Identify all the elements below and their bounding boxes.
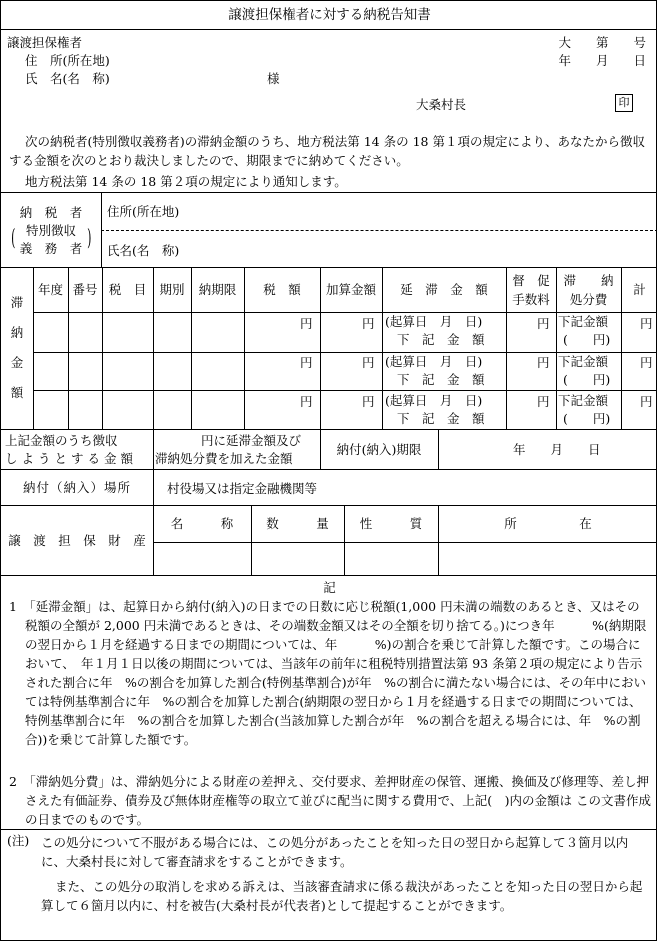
caution-1: この処分について不服がある場合には、この処分があったことを知った日の翌日から起算して３箇月以内に、大桑村長に対して審査請求をすることができます。: [41, 835, 629, 869]
rule: [1, 192, 657, 193]
disposition-below: 下記金額: [558, 393, 609, 408]
rule: [153, 542, 657, 543]
title-rule: [1, 29, 657, 30]
bracket-open: (: [11, 226, 16, 251]
rule: [101, 230, 657, 231]
rule: [33, 312, 657, 313]
late-start-date: (起算日 月 日): [385, 354, 483, 369]
disposition-amount: ( 円): [563, 411, 611, 426]
bracket-close: ): [87, 226, 92, 251]
late-start-date: (起算日 月 日): [385, 314, 483, 329]
property-location-header: 所 在: [504, 516, 592, 531]
intro-paragraph: 次の納税者(特別徴収義務者)の滞納金額のうち、地方税法第 14 条の 18 第１項の規定により、あなたから徴収する金額を次のとおり裁決しましたので、期限までに納めてください。: [9, 134, 645, 168]
header-late-amount: 延 滞 金 額: [400, 282, 488, 297]
honorific: 様: [267, 71, 280, 86]
yen-additional: 円: [362, 316, 375, 331]
rule: [1, 575, 657, 576]
issue-date: 年 月 日: [558, 53, 646, 68]
header-fee-1: 督 促: [512, 272, 550, 288]
payment-place-value: 村役場又は指定金融機関等: [167, 481, 318, 496]
yen-additional: 円: [362, 394, 375, 409]
header-fee-2: 手数料: [512, 291, 550, 307]
addressee-label: 譲渡担保権者: [7, 35, 83, 50]
header-disposition-1: 滞 納: [563, 272, 614, 288]
collect-amount-label-2: しようとする金額: [5, 451, 138, 466]
disposition-below: 下記金額: [558, 314, 609, 329]
property-label: 譲 渡 担 保 財 産: [8, 532, 146, 548]
collect-amount-mid-1: 円に延滞金額及び: [201, 433, 302, 448]
late-start-date: (起算日 月 日): [385, 393, 483, 408]
yen-fee: 円: [537, 316, 550, 331]
property-quantity-header: 数 量: [266, 516, 329, 531]
taxpayer-label-1: 納 税 者: [19, 204, 83, 220]
rule: [33, 352, 657, 353]
taxpayer-name-label: 氏名(名 称): [107, 243, 180, 258]
header-disposition-2: 処分費: [569, 291, 608, 307]
rule: [1, 829, 657, 830]
taxpayer-label-2: 特別徴収: [25, 222, 76, 238]
collect-amount-label-1: 上記金額のうち徴収: [5, 433, 118, 448]
yen-fee: 円: [537, 355, 550, 370]
disposition-below: 下記金額: [558, 354, 609, 369]
late-below: 下 記 金 額: [397, 372, 485, 387]
yen-total: 円: [640, 394, 653, 409]
addressee-name-label: 氏 名(名 称): [25, 71, 110, 86]
header-total: 計: [633, 282, 646, 297]
form-title: 譲渡担保権者に対する納税告知書: [228, 6, 431, 23]
arrears-side-label-1: 滞: [10, 294, 24, 310]
header-additional-amount: 加算金額: [325, 282, 376, 297]
note-2: 2 「滞納処分費」は、滞納処分による財産の差押え、交付要求、差押財産の保管、運搬、換価及び修理等、差し押さえた有価証券、債券及び無体財産権等の取立て並びに配当に関する費用で、上記( )内の金額は この文書作成の日までのものです。: [9, 774, 651, 827]
yen-fee: 円: [537, 394, 550, 409]
header-due-date: 納期限: [198, 282, 237, 297]
late-below: 下 記 金 額: [397, 332, 485, 347]
issuer-name: 大桑村長: [416, 97, 467, 112]
taxpayer-label-3: 義 務 者: [19, 240, 83, 256]
addressee-address-label: 住 所(所在地): [25, 53, 110, 68]
header-year: 年度: [37, 282, 63, 297]
header-number: 番号: [72, 282, 98, 297]
property-name-header: 名 称: [170, 516, 234, 531]
payment-place-label: 納付（納入）場所: [22, 479, 131, 495]
arrears-side-label-4: 額: [10, 384, 24, 400]
header-tax-amount: 税 額: [263, 282, 301, 297]
property-nature-header: 性 質: [359, 516, 423, 531]
notes-heading: 記: [323, 579, 336, 595]
yen-tax: 円: [300, 394, 313, 409]
note-1: 1 「延滞金額」は、起算日から納付(納入)の日までの日数に応じ税額(1,000 円未満の端数のあるとき、又はその税額の全額が 2,000 円未満であるときは、その端数金額又はその全額を切り捨てる。)につき年 %(納期限の翌日から１月を経過する日までの期間については、年 %)の割合を乗じて計算した額です。この場合において、 年１月１日以後の期間については、当該年の前年に租税特別措置法第 93 条第２項の規定により告示された割合に年 %の割合を加算した割合(特例基準割合)が年 %の割合に満たない場合には、その年中においては特例基準割合に年 %の割合を加算した割合(納期限の翌日から１月を経過する日までの期間については、特例基準割合に年 %の割合を加算した割合(当該加算した割合が年 %の割合を超える場合には、年 %の割合))を乗じて計算した額です。: [9, 599, 647, 747]
taxpayer-address-label: 住所(所在地): [107, 204, 180, 219]
yen-total: 円: [640, 355, 653, 370]
intro-notification: 地方税法第 14 条の 18 第２項の規定により通知します。: [25, 174, 347, 189]
header-period: 期別: [159, 282, 185, 297]
rule: [153, 429, 154, 469]
yen-additional: 円: [362, 355, 375, 370]
deadline-label: 納付(納入)期限: [336, 441, 422, 457]
caution-2: また、この処分の取消しを求める訴えは、当該審査請求に係る裁決があったことを知った日の翌日から起算して６箇月以内に、村を被告(大桑村長が代表者)として提起することができます。: [41, 879, 643, 913]
header-tax-item: 税 目: [108, 282, 147, 297]
caution-label: (注): [7, 833, 30, 848]
arrears-side-label-2: 納: [10, 324, 24, 340]
yen-total: 円: [640, 316, 653, 331]
rule: [153, 469, 154, 505]
collect-amount-mid-2: 滞納処分費を加えた金額: [155, 451, 293, 466]
yen-tax: 円: [300, 355, 313, 370]
deadline-value: 年 月 日: [513, 442, 601, 457]
late-below: 下 記 金 額: [397, 411, 485, 426]
disposition-amount: ( 円): [563, 332, 611, 347]
yen-tax: 円: [300, 316, 313, 331]
rule: [33, 390, 657, 391]
disposition-amount: ( 円): [563, 372, 611, 387]
arrears-side-label-3: 金: [10, 354, 24, 370]
document-number: 大 第 号: [558, 35, 646, 50]
seal-mark: 印: [615, 94, 633, 112]
rule: [438, 429, 439, 469]
